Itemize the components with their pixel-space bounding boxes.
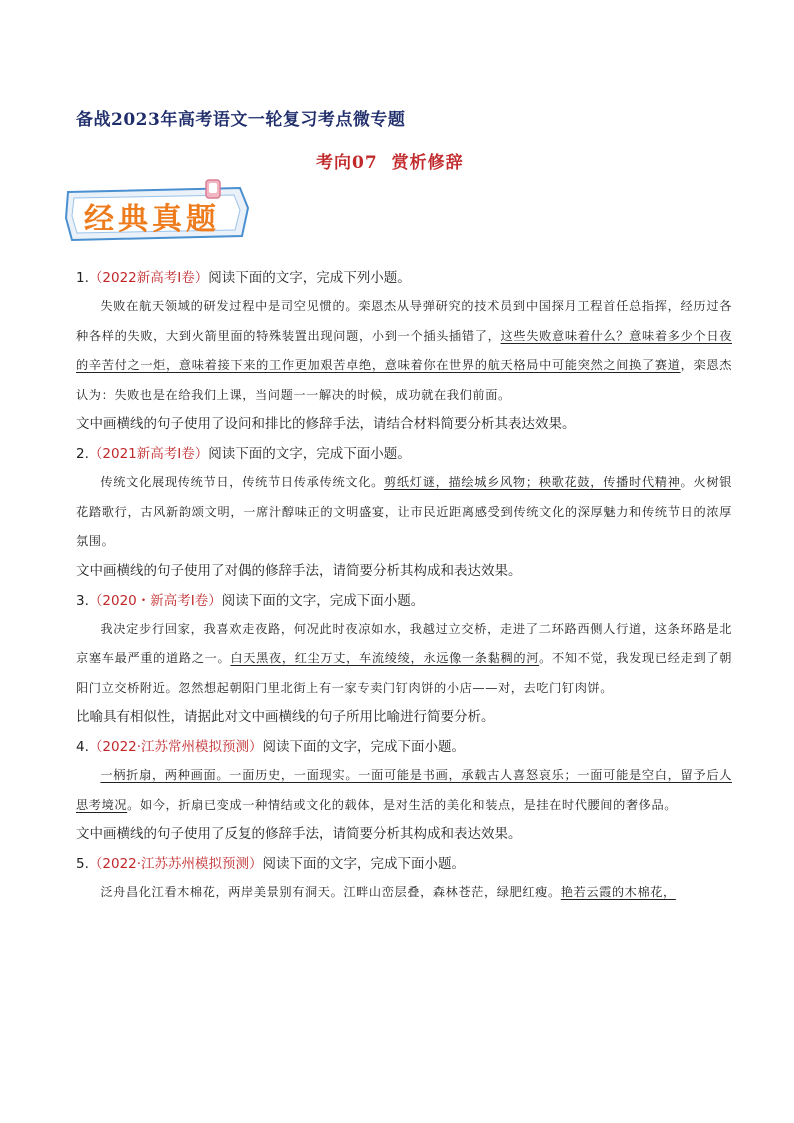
question-heading: 2.（2021新高考I卷）阅读下面的文字，完成下面小题。 [76, 446, 411, 462]
question-heading: 5.（2022·江苏苏州模拟预测）阅读下面的文字，完成下面小题。 [76, 856, 466, 872]
question-heading: 4.（2022·江苏常州模拟预测）阅读下面的文字，完成下面小题。 [76, 739, 466, 755]
passage: 传统文化展现传统节日，传统节日传承传统文化。剪纸灯谜，描绘城乡风物；秧歌花鼓，传播时代精神。火树银花踏歌行，古风新韵颂文明，一席汁醇味正的文明盛宴，让市民近距离感受到传统文化的深厚魅力和传统节日的浓厚氛围。 [76, 475, 732, 548]
questions [76, 264, 732, 908]
underlined-sentence: 白天黑夜，红尘万丈，车流绫绫，永远像一条黏稠的河 [230, 651, 540, 665]
question-3 [76, 587, 732, 732]
underlined-sentence: 这些失败意味着什么？意味着多少个日夜的辛苦付之一炬，意味着接下来的工作更加艰苦卓绝，意味着你在世界的航天格局中可能突然之间换了赛道 [76, 328, 732, 372]
passage: 失败在航天领域的研发过程中是司空见惯的。栾恩杰从导弹研究的技术员到中国探月工程首任总指挥，经历过各种各样的失败，大到火箭里面的特殊装置出现问题，小到一个插头插错了，这些失败意味着什么？意味着多少个日夜的辛苦付之一炬，意味着接下来的工作更加艰苦卓绝，意味着你在世界的航天格局中可能突然之间换了赛道，栾恩杰认为：失败也是在给我们上课，当问题一一解决的时候，成功就在我们前面。 [76, 299, 732, 402]
subtitle-code: 考向07 [316, 153, 378, 173]
banner-label: 经典真题 [84, 202, 220, 237]
question-4 [76, 733, 732, 848]
question-ask: 文中画横线的句子使用了对偶的修辞手法，请简要分析其构成和表达效果。 [76, 562, 522, 579]
passage: 一柄折扇，两种画面。一面历史，一面现实。一面可能是书画，承载古人喜怒哀乐；一面可能是空白，留予后人思考境况。如今，折扇已变成一种情结或文化的载体，是对生活的美化和装点，是挂在时代腰间的奢侈品。 [76, 768, 732, 812]
question-ask: 比喻具有相似性，请据此对文中画横线的句子所用比喻进行简要分析。 [76, 709, 495, 725]
page-title: 备战2023年高考语文一轮复习考点微专题 [76, 110, 406, 130]
question-heading: 1.（2022新高考I卷）阅读下面的文字，完成下列小题。 [76, 270, 411, 286]
underlined-sentence: 一柄折扇，两种画面。一面历史，一面现实。一面可能是书画，承载古人喜怒哀乐；一面可能是空白，留予后人思考境况 [76, 768, 732, 812]
question-ask: 文中画横线的句子使用了反复的修辞手法，请简要分析其构成和表达效果。 [76, 826, 522, 842]
subtitle-topic: 赏析修辞 [391, 153, 464, 173]
question-ask: 文中画横线的句子使用了设问和排比的修辞手法，请结合材料简要分析其表达效果。 [76, 416, 576, 432]
question-5 [76, 850, 732, 908]
passage: 我决定步行回家，我喜欢走夜路，何况此时夜凉如水，我越过立交桥，走进了二环路西侧人行道，这条环路是北京塞车最严重的道路之一。白天黑夜，红尘万丈，车流绫绫，永远像一条黏稠的河。不知不觉，我发现已经走到了朝阳门立交桥附近。忽然想起朝阳门里北街上有一家专卖门钉肉饼的小店——对，去吃门钉肉饼。 [76, 621, 733, 695]
page-subtitle [316, 148, 464, 173]
underlined-sentence: 艳若云霞的木棉花， [560, 885, 676, 899]
question-2 [76, 440, 732, 585]
question-1 [76, 264, 732, 438]
underlined-sentence: 剪纸灯谜，描绘城乡风物；秧歌花鼓，传播时代精神 [384, 475, 681, 489]
passage: 泛舟昌化江看木棉花，两岸美景别有洞天。江畔山峦层叠，森林苍茫，绿肥红瘦。艳若云霞的木棉花， [100, 885, 676, 899]
question-heading: 3.（2020・新高考I卷）阅读下面的文字，完成下面小题。 [76, 592, 425, 609]
